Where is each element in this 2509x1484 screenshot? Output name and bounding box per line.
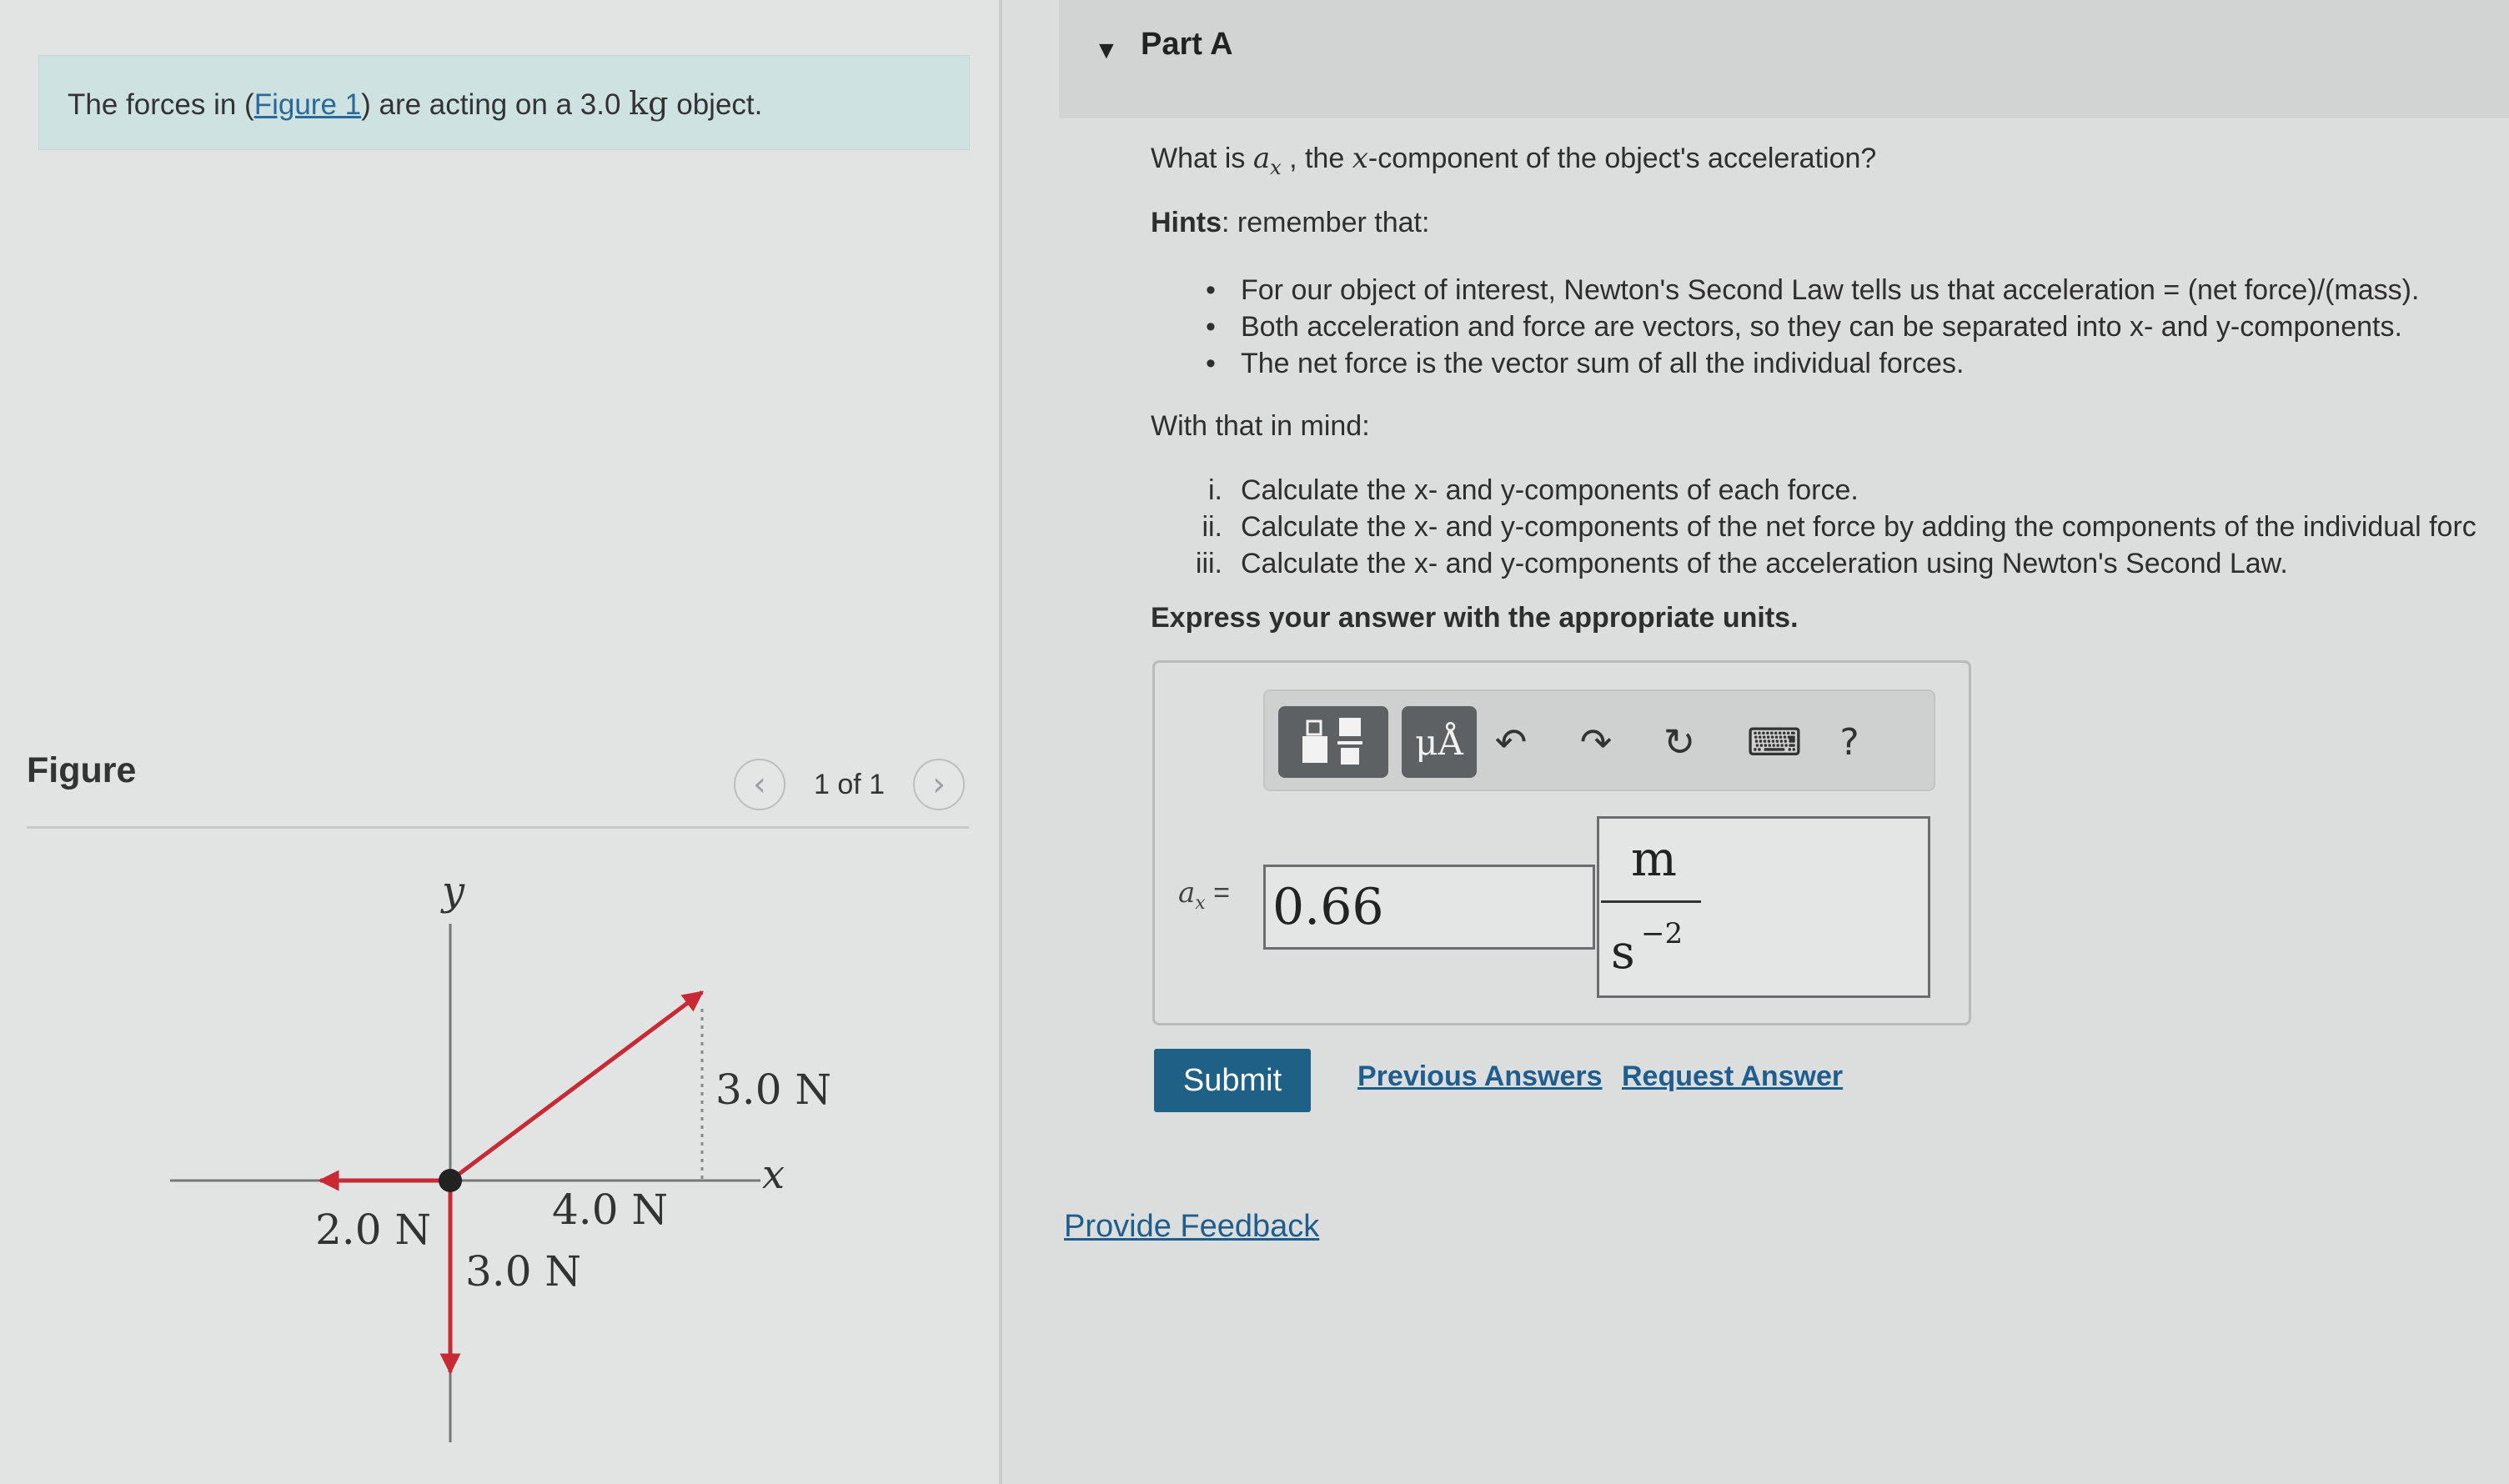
units-button[interactable] xyxy=(1402,706,1477,778)
answer-value-input[interactable]: 0.66 xyxy=(1263,865,1595,950)
collapse-triangle-icon[interactable]: ▼ xyxy=(1094,37,1119,64)
answer-label xyxy=(1178,876,1230,914)
hint-item: • Both acceleration and force are vectors, so they can be separated into x- and y-components. xyxy=(1201,308,2509,345)
answer-variable-subscript: x xyxy=(1195,892,1206,914)
force-diagram xyxy=(0,834,1001,1484)
answer-units-input[interactable] xyxy=(1597,816,1930,998)
step-text: Calculate the x- and y-components of the net force by adding the components of the individual forc xyxy=(1241,511,2476,543)
templates-button[interactable] xyxy=(1278,706,1388,778)
intro-text-end: object. xyxy=(668,88,763,121)
step-text: Calculate the x- and y-components of the acceleration using Newton's Second Law. xyxy=(1241,548,2288,579)
next-figure-button[interactable] xyxy=(913,759,965,810)
x-axis-label: x xyxy=(762,1151,785,1198)
question-text xyxy=(1151,142,1876,179)
hint-item: • For our object of interest, Newton's Second Law tells us that acceleration = (net force)/(mass). xyxy=(1201,272,2509,308)
undo-icon[interactable]: ↶ xyxy=(1494,719,1528,765)
step-number: ii. xyxy=(1202,511,1222,543)
question-prefix: What is xyxy=(1151,143,1253,174)
part-title: Part A xyxy=(1141,27,1233,62)
step-list xyxy=(1151,472,2509,582)
step-item xyxy=(1151,545,2509,582)
object-point xyxy=(439,1169,462,1192)
question-mid: , the xyxy=(1281,143,1352,174)
unit-denominator: s xyxy=(1611,925,1635,980)
chevron-left-icon: ‹ xyxy=(753,765,766,804)
answer-variable: a xyxy=(1178,876,1196,910)
intro-text-before: The forces in ( xyxy=(68,88,254,121)
question-suffix: -component of the object's acceleration? xyxy=(1367,143,1877,174)
hints-heading xyxy=(1151,207,1429,239)
step-item xyxy=(1151,472,2509,509)
chevron-right-icon: › xyxy=(932,765,946,804)
previous-figure-button[interactable] xyxy=(734,759,785,810)
mass-unit: kg xyxy=(629,85,669,122)
diagonal-force-label: 4.0 N xyxy=(552,1186,669,1234)
with-that-in-mind: With that in mind: xyxy=(1151,410,1370,442)
help-icon[interactable]: ? xyxy=(1839,720,1859,764)
question-variable: a xyxy=(1252,142,1271,175)
template-grid-icon xyxy=(1287,713,1379,771)
hints-bold: Hints xyxy=(1151,207,1222,238)
step-number: i. xyxy=(1208,474,1222,506)
question-pane xyxy=(1002,0,2509,1484)
figure-pane xyxy=(0,0,1001,1484)
unit-numerator: m xyxy=(1631,830,1677,887)
hint-list xyxy=(1201,272,2509,382)
step-text: Calculate the x- and y-components of each force. xyxy=(1241,474,1859,506)
unit-exponent: −2 xyxy=(1641,917,1684,950)
math-toolbar xyxy=(1263,689,1935,791)
fraction-bar xyxy=(1601,900,1701,903)
answer-box xyxy=(1152,660,1971,1025)
figure-pager xyxy=(734,755,965,814)
figure-page-indicator: 1 of 1 xyxy=(814,768,886,800)
request-answer-link[interactable]: Request Answer xyxy=(1622,1060,1844,1092)
left-force-label: 2.0 N xyxy=(315,1206,432,1254)
y-axis-label: y xyxy=(442,868,465,915)
reset-icon[interactable]: ↻ xyxy=(1663,719,1696,765)
step-item xyxy=(1151,509,2509,545)
previous-answers-link[interactable]: Previous Answers xyxy=(1357,1060,1603,1092)
hints-rest: : remember that: xyxy=(1222,207,1430,238)
question-variable-subscript: x xyxy=(1270,155,1282,179)
answer-equals: = xyxy=(1205,877,1231,909)
vertical-component-label: 3.0 N xyxy=(715,1065,832,1114)
diagonal-force-arrow xyxy=(450,992,702,1181)
part-header[interactable] xyxy=(1059,0,2509,118)
figure-title: Figure xyxy=(27,750,137,790)
keyboard-icon[interactable]: ⌨ xyxy=(1746,719,1803,765)
express-instructions: Express your answer with the appropriate units. xyxy=(1151,602,1799,634)
hint-item: • The net force is the vector sum of all the individual forces. xyxy=(1201,345,2509,382)
down-force-label: 3.0 N xyxy=(465,1247,582,1296)
redo-icon[interactable]: ↷ xyxy=(1579,719,1613,765)
units-button-label: μÅ xyxy=(1415,721,1463,763)
intro-text-after: ) are acting on a 3.0 xyxy=(361,88,630,121)
problem-statement xyxy=(38,55,970,150)
provide-feedback-link[interactable]: Provide Feedback xyxy=(1064,1209,1320,1244)
figure-link[interactable]: Figure 1 xyxy=(253,88,362,121)
submit-button[interactable]: Submit xyxy=(1154,1049,1311,1112)
step-number: iii. xyxy=(1195,548,1222,579)
figure-divider xyxy=(27,826,969,829)
question-x: x xyxy=(1352,142,1368,175)
